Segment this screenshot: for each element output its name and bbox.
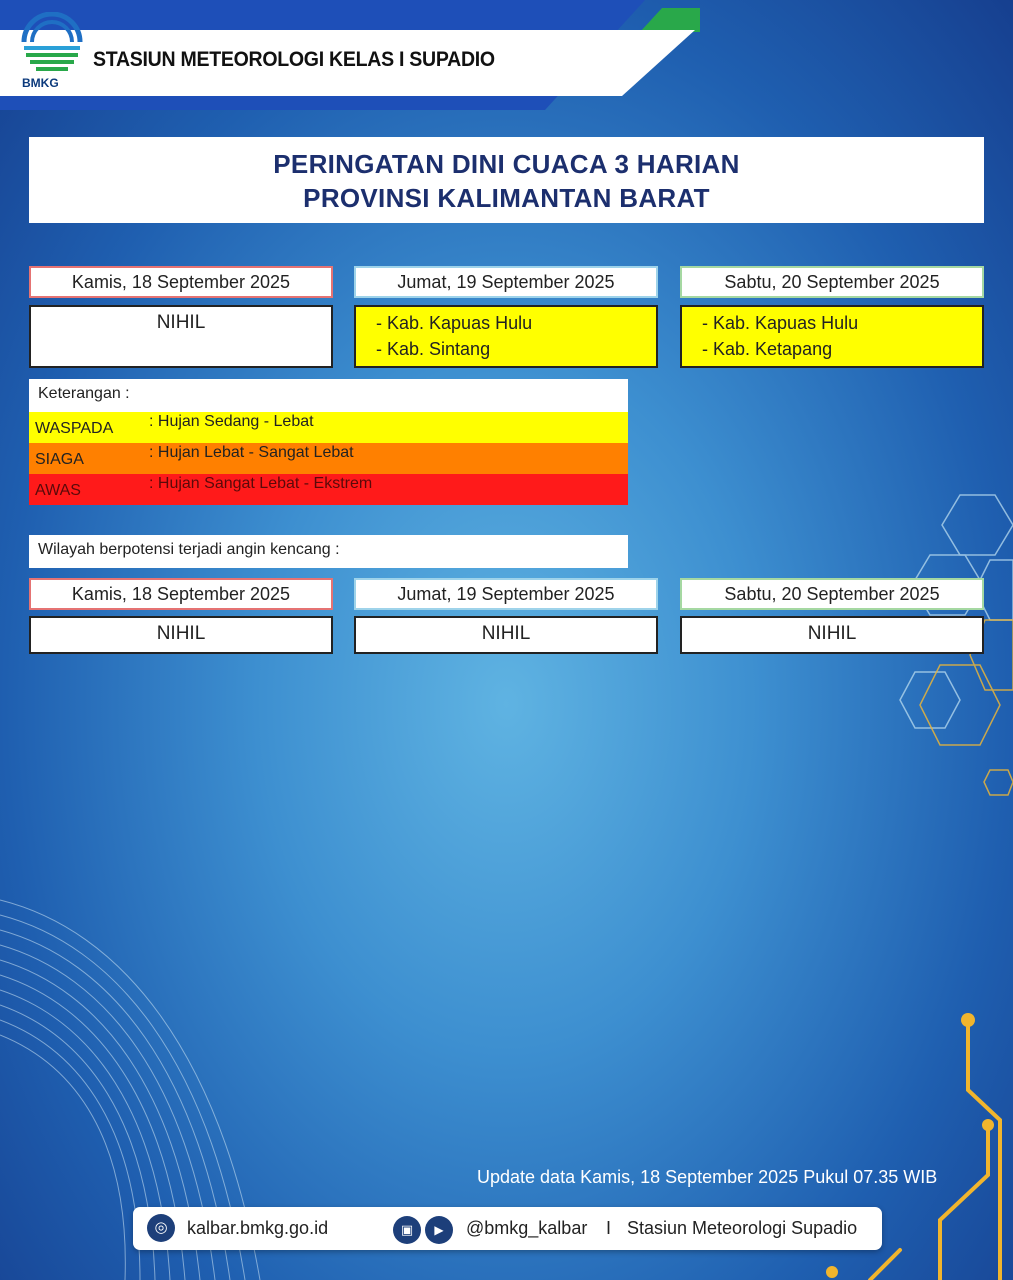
- legend-desc: : Hujan Lebat - Sangat Lebat: [149, 444, 354, 461]
- logo-text: BMKG: [22, 76, 59, 90]
- legend-row-awas: [29, 474, 628, 505]
- legend-desc: : Hujan Sangat Lebat - Ekstrem: [149, 475, 373, 492]
- list-item: - Kab. Kapuas Hulu: [702, 313, 859, 333]
- list-item: - Kab. Sintang: [376, 339, 491, 359]
- page-title: [29, 137, 984, 223]
- legend-row-siaga: [29, 443, 628, 474]
- globe-icon: ◎: [147, 1214, 175, 1242]
- wind-day-1-date: Kamis, 18 September 2025: [29, 578, 333, 610]
- legend-row-waspada: [29, 412, 628, 443]
- wind-day-1-content: NIHIL: [29, 616, 333, 654]
- footer-station: Stasiun Meteorologi Supadio: [627, 1218, 858, 1238]
- social-handle[interactable]: @bmkg_kalbar: [466, 1218, 588, 1238]
- legend-level: WASPADA: [35, 420, 114, 437]
- rain-day-1-content: NIHIL: [29, 305, 333, 368]
- footer-bar: [133, 1207, 882, 1250]
- rain-day-3-content: [680, 305, 984, 368]
- legend-level: SIAGA: [35, 451, 84, 468]
- wind-day-3-date: Sabtu, 20 September 2025: [680, 578, 984, 610]
- station-title: STASIUN METEOROLOGI KELAS I SUPADIO: [93, 48, 495, 71]
- wind-day-3-content: NIHIL: [680, 616, 984, 654]
- rain-day-1-date: Kamis, 18 September 2025: [29, 266, 333, 298]
- rain-day-2-content: [354, 305, 658, 368]
- website-link[interactable]: kalbar.bmkg.go.id: [187, 1218, 329, 1238]
- rain-day-2-date: Jumat, 19 September 2025: [354, 266, 658, 298]
- title-line-2: PROVINSI KALIMANTAN BARAT: [303, 183, 710, 213]
- legend-heading: Keterangan :: [29, 379, 628, 412]
- youtube-icon[interactable]: ▶: [425, 1216, 453, 1244]
- wind-day-2-date: Jumat, 19 September 2025: [354, 578, 658, 610]
- rain-day-3-date: Sabtu, 20 September 2025: [680, 266, 984, 298]
- update-timestamp: Update data Kamis, 18 September 2025 Pukul 07.35 WIB: [477, 1167, 938, 1187]
- legend-desc: : Hujan Sedang - Lebat: [149, 413, 314, 430]
- instagram-icon[interactable]: ▣: [393, 1216, 421, 1244]
- legend-level: AWAS: [35, 482, 81, 499]
- footer-separator: I: [606, 1218, 612, 1238]
- list-item: - Kab. Kapuas Hulu: [376, 313, 533, 333]
- list-item: - Kab. Ketapang: [702, 339, 833, 359]
- wind-day-2-content: NIHIL: [354, 616, 658, 654]
- wind-heading: Wilayah berpotensi terjadi angin kencang :: [29, 535, 628, 568]
- title-line-1: PERINGATAN DINI CUACA 3 HARIAN: [273, 149, 740, 179]
